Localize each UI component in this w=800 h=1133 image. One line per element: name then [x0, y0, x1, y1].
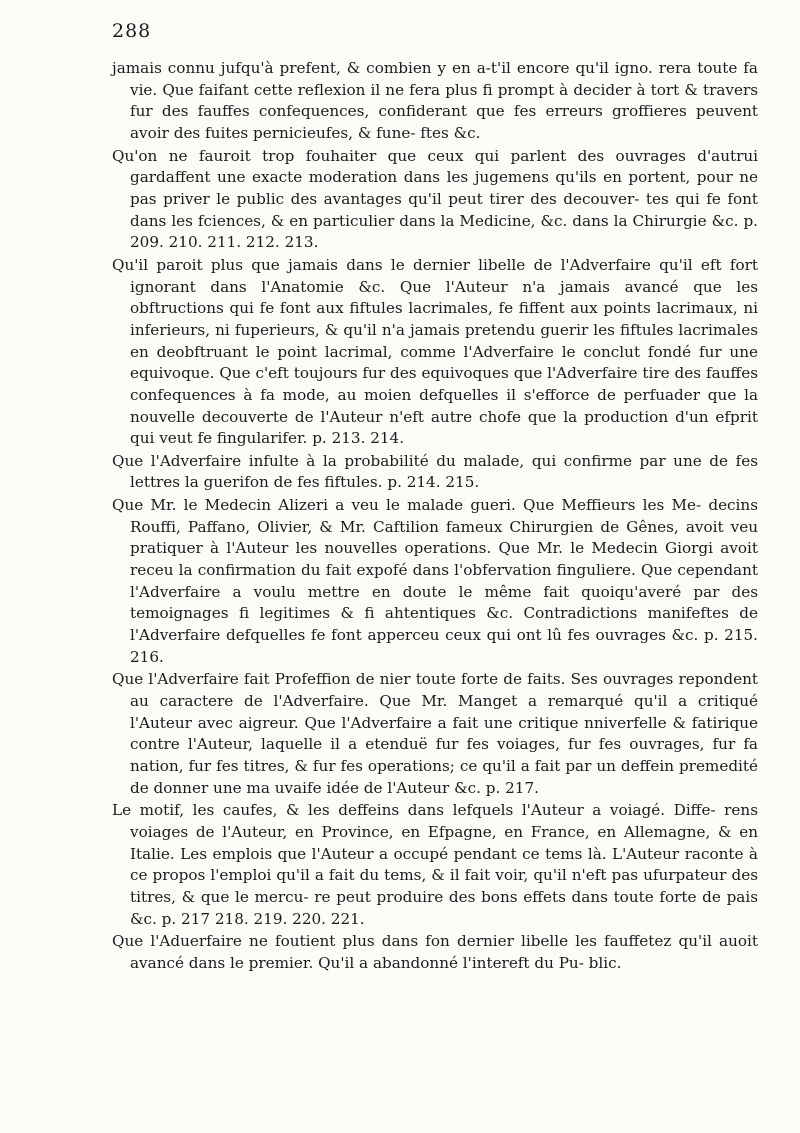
paragraph-3	[112, 255, 758, 450]
paragraph-8	[112, 931, 758, 974]
page-body	[112, 58, 758, 975]
paragraph-text-6: Que l'Adverfaire fait Profeffion de nier toute forte de faits. Ses ouvrages repondent au caractere de l'Adverfaire. Que Mr. Manget a remarqué qu'il a critiqué l'Auteur avec aigreur. Que l'Adverfaire a fait une critique nniverfelle & fatirique contre l'Auteur, laquelle il a etenduë fur fes voiages, fur fes ouvrages, fur fa nation, fur fes titres, & fur fes operations; ce qu'il a fait par un deffein premedité de donner une ma uvaife idée de l'Auteur &c. p. 217.	[112, 670, 758, 797]
paragraph-text-2: Qu'on ne fauroit trop fouhaiter que ceux qui parlent des ouvrages d'autrui gardaffent une exacte moderation dans les jugemens qu'ils en portent, pour ne pas priver le public des avantages qu'il peut tirer des decouver- tes qui fe font dans les fciences, & en particulier dans la Medicine, &c. dans la Chirurgie &c. p. 209. 210. 211. 212. 213.	[112, 146, 758, 252]
paragraph-text-4: Que l'Adverfaire infulte à la probabilité du malade, qui confirme par une de fes lettres la guerifon de fes fiftules. p. 214. 215.	[112, 451, 758, 492]
paragraph-2	[112, 146, 758, 254]
page-number: 288	[112, 20, 152, 42]
paragraph-7	[112, 800, 758, 930]
paragraph-text-5: Que Mr. le Medecin Alizeri a veu le malade gueri. Que Meffieurs les Me- decins Rouffi, Paffano, Olivier, & Mr. Caftilion fameux Chirurgien de Gênes, avoit veu pratiquer à l'Auteur les nouvelles operations. Que Mr. le Medecin Giorgi avoit receu la confirmation du fait expofé dans l'obfervation finguliere. Que cependant l'Adverfaire a voulu mettre en doute le même fait quoiqu'averé par des temoignages fi legitimes & fi ahtentiques &c. Contradictions manifeftes de l'Adverfaire defquelles fe font apperceu ceux qui ont lû fes ouvrages &c. p. 215. 216.	[112, 496, 758, 666]
paragraph-6	[112, 669, 758, 799]
paragraph-text-8: Que l'Aduerfaire ne foutient plus dans fon dernier libelle les fauffetez qu'il auoit avancé dans le premier. Qu'il a abandonné l'intereft du Pu- blic.	[112, 932, 758, 972]
paragraph-5	[112, 495, 758, 668]
paragraph-text-7: Le motif, les caufes, & les deffeins dans lefquels l'Auteur a voiagé. Diffe- rens voiages de l'Auteur, en Province, en Efpagne, en France, en Allemagne, & en Italie. Les emplois que l'Auteur a occupé pendant ce tems là. L'Auteur raconte à ce propos l'emploi qu'il a fait du tems, & il fait voir, qu'il n'eft pas ufurpateur des titres, & que le mercu- re peut produire des bons effets dans toute forte de pais &c. p. 217 218. 219. 220. 221.	[112, 801, 758, 928]
paragraph-text-1: jamais connu jufqu'à prefent, & combien y en a-t'il encore qu'il igno. rera toute fa vie. Que faifant cette reflexion il ne fera plus fi prompt à decider à tort & travers fur des fauffes confequences, confiderant que fes erreurs groffieres peuvent avoir des fuites pernicieufes, & fune- ftes &c.	[112, 59, 758, 142]
paragraph-text-3: Qu'il paroit plus que jamais dans le dernier libelle de l'Adverfaire qu'il eft fort ignorant dans l'Anatomie &c. Que l'Auteur n'a jamais avancé que les obftructions qui fe font aux fiftules lacrimales, fe fiffent aux points lacrimaux, ni inferieurs, ni fuperieurs, & qu'il n'a jamais pretendu guerir les fiftules lacrimales en deobftruant le point lacrimal, comme l'Adverfaire le conclut fondé fur une equivoque. Que c'eft toujours fur des equivoques que l'Adverfaire tire des fauffes confequences à fa mode, au moien defquelles il s'efforce de perfuader que la nouvelle decouverte de l'Auteur n'eft autre chofe que la production d'un efprit qui veut fe fingularifer. p. 213. 214.	[112, 255, 758, 448]
paragraph-1	[112, 58, 758, 145]
paragraph-4	[112, 451, 758, 494]
